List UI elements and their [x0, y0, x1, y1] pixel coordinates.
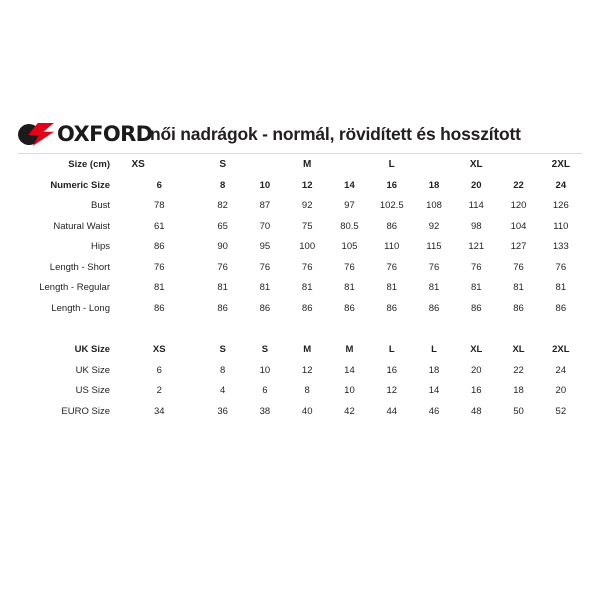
data-cell: 76	[386, 261, 398, 273]
data-cell: 81	[344, 282, 355, 294]
data-cell: 86	[428, 302, 440, 314]
data-cell: 86	[344, 302, 355, 314]
size-header-cell: XS	[131, 159, 145, 170]
data-cell: 14	[344, 364, 355, 376]
data-cell: 86	[217, 302, 228, 314]
row-label: Numeric Size	[50, 179, 110, 191]
data-cell: 120	[510, 200, 527, 212]
data-cell: 20	[555, 385, 567, 397]
size-header-cell	[413, 154, 455, 175]
page-title: női nadrágok - normál, rövidített és hosszított	[150, 124, 521, 144]
data-cell: 24	[555, 179, 567, 191]
data-cell: 121	[468, 241, 485, 253]
data-cell: L	[388, 344, 395, 356]
data-cell: 2	[156, 385, 162, 397]
data-cell: 81	[217, 282, 228, 294]
table-row	[18, 298, 582, 319]
data-cell: 65	[217, 220, 228, 232]
data-cell: L	[431, 344, 437, 356]
table-row	[18, 278, 582, 299]
row-label: Length - Regular	[39, 282, 110, 294]
size-header-cell	[328, 154, 370, 175]
logo-wordmark: OXFORD	[57, 122, 153, 146]
data-cell: 61	[153, 220, 165, 232]
data-cell: 20	[470, 179, 482, 191]
size-header-cell: S	[219, 159, 226, 170]
data-cell: 86	[259, 302, 271, 314]
row-label: Bust	[90, 200, 110, 212]
data-cell: S	[219, 344, 226, 356]
size-header-cell	[244, 154, 286, 175]
data-cell: 86	[301, 302, 313, 314]
data-cell: 133	[552, 241, 569, 253]
table-row	[18, 216, 582, 237]
data-cell: 48	[470, 405, 482, 417]
table-row-size-header	[18, 154, 582, 175]
size-header-cell: 2XL	[551, 159, 570, 170]
data-cell: 24	[555, 364, 567, 376]
size-header-cell: M	[303, 159, 312, 170]
data-cell: 115	[426, 241, 442, 253]
data-cell: 50	[513, 405, 524, 417]
data-cell: 76	[301, 261, 313, 273]
table-divider-space	[18, 319, 582, 340]
data-cell: 12	[386, 385, 398, 397]
data-cell: 81	[470, 282, 482, 294]
data-cell: 108	[426, 200, 442, 212]
data-cell: 81	[555, 282, 567, 294]
data-cell: 126	[552, 200, 569, 212]
data-cell: XL	[470, 344, 483, 356]
data-cell: 97	[344, 200, 355, 212]
data-cell: 100	[299, 241, 316, 253]
data-cell: 8	[220, 179, 226, 191]
data-cell: 6	[156, 364, 162, 376]
row-label: US Size	[75, 385, 110, 397]
data-cell: 86	[153, 302, 165, 314]
data-cell: 110	[553, 220, 569, 232]
data-cell: 81	[259, 282, 271, 294]
oxford-logo	[18, 122, 153, 147]
data-cell: 36	[217, 405, 228, 417]
data-cell: 76	[555, 261, 567, 273]
size-header-cell: L	[388, 159, 395, 170]
data-cell: 86	[386, 220, 398, 232]
data-cell: M	[345, 344, 354, 356]
data-cell: 10	[259, 179, 271, 191]
data-cell: 70	[259, 220, 271, 232]
size-header-cell: XL	[469, 159, 483, 170]
data-cell: 16	[386, 364, 398, 376]
data-cell: 102.5	[379, 200, 404, 212]
data-cell: 76	[153, 261, 165, 273]
data-cell: 6	[262, 385, 268, 397]
data-cell: 81	[513, 282, 524, 294]
data-cell: 4	[220, 385, 226, 397]
data-cell: 16	[386, 179, 398, 191]
size-header-cell	[159, 154, 201, 175]
data-cell: 92	[428, 220, 440, 232]
data-cell: 95	[259, 241, 271, 253]
row-label: Natural Waist	[53, 220, 110, 232]
data-cell: 81	[301, 282, 313, 294]
data-cell: 76	[428, 261, 440, 273]
data-cell: 6	[156, 179, 162, 191]
data-cell: 34	[153, 405, 165, 417]
table-row	[18, 401, 582, 422]
row-label-size: Size (cm)	[68, 159, 110, 170]
data-cell: 10	[344, 385, 355, 397]
table-row	[18, 175, 582, 196]
data-cell: 90	[217, 241, 228, 253]
data-cell: 38	[259, 405, 271, 417]
table-row	[18, 237, 582, 258]
data-cell: S	[261, 344, 269, 356]
data-cell: 46	[428, 405, 440, 417]
size-chart-content	[18, 122, 582, 422]
data-cell: 20	[470, 364, 482, 376]
data-cell: 42	[344, 405, 355, 417]
data-cell: 12	[301, 364, 313, 376]
table-row	[18, 196, 582, 217]
data-cell: 86	[470, 302, 482, 314]
data-cell: 78	[153, 200, 165, 212]
data-cell: 114	[468, 200, 484, 212]
table-row	[18, 381, 582, 402]
data-cell: 86	[386, 302, 398, 314]
measurements-table	[18, 154, 582, 319]
data-cell: XL	[512, 344, 525, 356]
data-cell: M	[303, 344, 312, 356]
data-cell: 22	[513, 179, 524, 191]
row-label: EURO Size	[61, 405, 110, 417]
data-cell: 52	[555, 405, 567, 417]
data-cell: 104	[510, 220, 527, 232]
row-label: Length - Short	[49, 261, 110, 273]
data-cell: 75	[301, 220, 313, 232]
data-cell: 81	[386, 282, 398, 294]
data-cell: 98	[470, 220, 482, 232]
data-cell: 18	[428, 364, 440, 376]
data-cell: 81	[428, 282, 440, 294]
row-label: Length - Long	[51, 302, 110, 314]
data-cell: 8	[220, 364, 226, 376]
table-row	[18, 360, 582, 381]
table-row	[18, 340, 582, 361]
data-cell: 86	[153, 241, 165, 253]
data-cell: 105	[341, 241, 358, 253]
data-cell: 110	[384, 241, 400, 253]
data-cell: 22	[513, 364, 524, 376]
data-cell: 12	[301, 179, 313, 191]
data-cell: 76	[217, 261, 228, 273]
international-size-table	[18, 340, 582, 422]
data-cell: 44	[386, 405, 398, 417]
data-cell: 81	[153, 282, 165, 294]
data-cell: 76	[513, 261, 524, 273]
data-cell: 16	[470, 385, 482, 397]
data-cell: 14	[428, 385, 440, 397]
row-label: UK Size	[74, 344, 110, 356]
data-cell: 14	[344, 179, 355, 191]
row-label: Hips	[90, 241, 110, 253]
data-cell: 8	[304, 385, 310, 397]
data-cell: 127	[510, 241, 527, 253]
data-cell: 82	[217, 200, 228, 212]
chart-header	[18, 122, 582, 154]
row-label: UK Size	[75, 364, 110, 376]
data-cell: 80.5	[340, 220, 359, 232]
data-cell: 87	[259, 200, 271, 212]
table-row	[18, 257, 582, 278]
data-cell: 86	[513, 302, 524, 314]
data-cell: 86	[555, 302, 567, 314]
data-cell: 18	[513, 385, 524, 397]
data-cell: 10	[259, 364, 271, 376]
data-cell: 76	[470, 261, 482, 273]
size-header-cell	[497, 154, 539, 175]
oxford-bolt-logo-icon	[18, 122, 54, 147]
data-cell: 2XL	[552, 344, 570, 356]
data-cell: 92	[301, 200, 313, 212]
data-cell: 40	[301, 405, 313, 417]
data-cell: XS	[152, 344, 166, 356]
data-cell: 18	[428, 179, 440, 191]
data-cell: 76	[259, 261, 271, 273]
data-cell: 76	[344, 261, 355, 273]
